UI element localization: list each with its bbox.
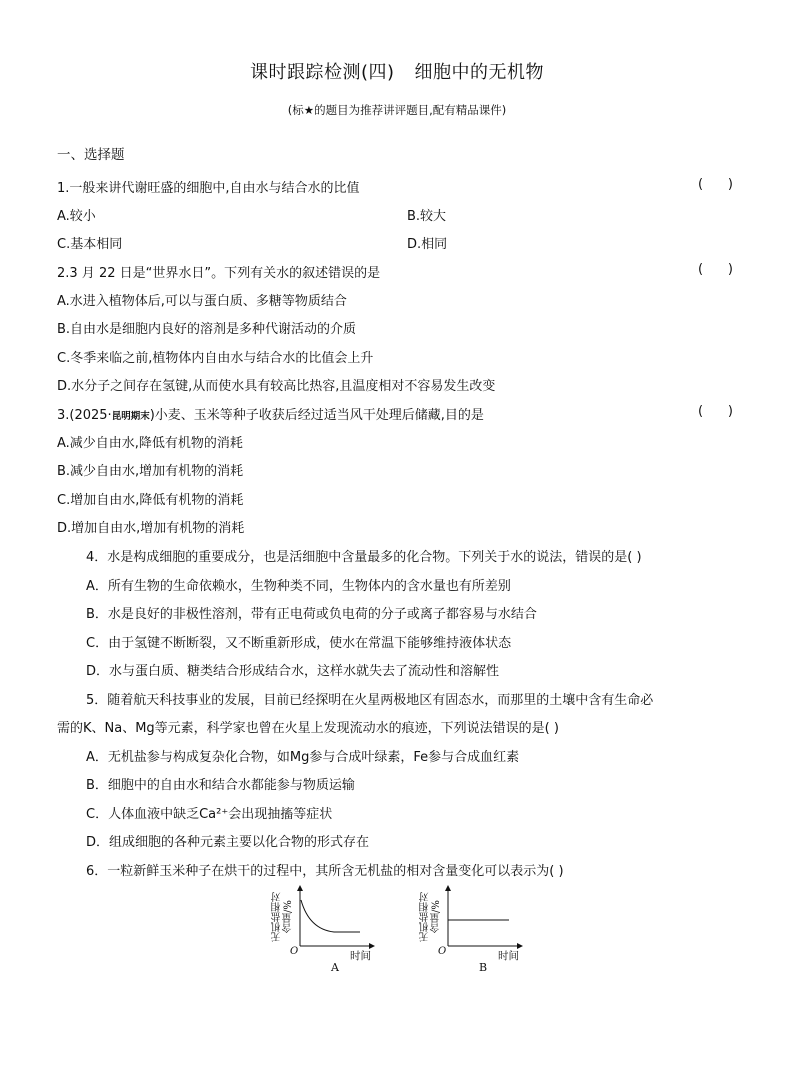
q3-option-b: B.减少自由水,增加有机物的消耗 xyxy=(57,464,244,479)
q2-option-c: C.冬季来临之前,植物体内自由水与结合水的比值会上升 xyxy=(57,351,374,366)
title-main: 课时跟踪检测(四) xyxy=(249,62,395,83)
q1-option-a: A.较小 xyxy=(57,209,96,224)
section-heading: 一、选择题 xyxy=(57,147,125,163)
graph-b-origin: O xyxy=(438,946,447,957)
graph-a-origin: O xyxy=(290,946,299,957)
q3-answer-paren: ( ) xyxy=(698,404,733,419)
graph-a-curve xyxy=(301,900,360,932)
q5-stem-line2: 需的K、Na、Mg等元素，科学家也曾在火星上发现流动水的痕迹，下列说法错误的是( ) xyxy=(57,721,559,736)
graph-b-ylabel: 无机盐相对含量/% xyxy=(420,892,442,942)
q4-option-a: A．所有生物的生命依赖水，生物种类不同，生物体内的含水量也有所差别 xyxy=(86,579,511,594)
q1-answer-paren: ( ) xyxy=(698,177,733,192)
graph-b-letter: B xyxy=(479,961,488,974)
q3-stem: 3.(2025·昆明期末)小麦、玉米等种子收获后经过适当风干处理后储藏,目的是 xyxy=(57,408,484,423)
q5-option-c: C．人体血液中缺乏Ca²⁺会出现抽搐等症状 xyxy=(86,807,333,822)
q2-option-b: B.自由水是细胞内良好的溶剂是多种代谢活动的介质 xyxy=(57,322,357,337)
q1-stem: 1.一般来讲代谢旺盛的细胞中,自由水与结合水的比值 xyxy=(57,181,360,196)
q2-option-d: D.水分子之间存在氢键,从而使水具有较高比热容,且温度相对不容易发生改变 xyxy=(57,379,496,394)
graph-a xyxy=(270,882,380,977)
q5-stem-line1: 5．随着航天科技事业的发展，目前已经探明在火星两极地区有固态水，而那里的土壤中含有生命必 xyxy=(86,693,654,708)
graph-a-plot xyxy=(270,882,380,954)
q6-stem: 6．一粒新鲜玉米种子在烘干的过程中，其所含无机盐的相对含量变化可以表示为( ) xyxy=(86,864,564,879)
q3-option-c: C.增加自由水,降低有机物的消耗 xyxy=(57,493,244,508)
q5-option-b: B．细胞中的自由水和结合水都能参与物质运输 xyxy=(86,778,355,793)
graph-a-letter: A xyxy=(331,961,339,974)
q1-option-d: D.相同 xyxy=(407,237,448,252)
q2-answer-paren: ( ) xyxy=(698,262,733,277)
q4-stem: 4．水是构成细胞的重要成分，也是活细胞中含量最多的化合物。下列关于水的说法，错误的是( ) xyxy=(86,550,642,565)
title-topic: 细胞中的无机物 xyxy=(414,62,545,83)
q4-option-d: D．水与蛋白质、糖类结合形成结合水，这样水就失去了流动性和溶解性 xyxy=(86,664,500,679)
graph-b xyxy=(418,882,528,977)
q2-stem: 2.3 月 22 日是“世界水日”。下列有关水的叙述错误的是 xyxy=(57,266,381,281)
graph-a-ylabel: 无机盐相对含量/% xyxy=(272,892,294,942)
q3-option-a: A.减少自由水,降低有机物的消耗 xyxy=(57,436,243,451)
q1-option-b: B.较大 xyxy=(407,209,447,224)
graph-a-xlabel: 时间 xyxy=(350,950,371,962)
graph-b-plot xyxy=(418,882,528,954)
q5-option-d: D．组成细胞的各种元素主要以化合物的形式存在 xyxy=(86,835,370,850)
page-subtitle: (标★的题目为推荐讲评题目,配有精品课件) xyxy=(287,103,507,117)
q4-option-b: B．水是良好的非极性溶剂，带有正电荷或负电荷的分子或离子都容易与水结合 xyxy=(86,607,537,622)
q5-option-a: A．无机盐参与构成复杂化合物，如Mg参与合成叶绿素，Fe参与合成血红素 xyxy=(86,750,520,765)
q3-option-d: D.增加自由水,增加有机物的消耗 xyxy=(57,521,245,536)
q2-option-a: A.水进入植物体后,可以与蛋白质、多糖等物质结合 xyxy=(57,294,347,309)
q1-option-c: C.基本相同 xyxy=(57,237,123,252)
q3-source: 昆明期末 xyxy=(111,411,150,422)
graph-b-xlabel: 时间 xyxy=(498,950,519,962)
q4-option-c: C．由于氢键不断断裂，又不断重新形成，使水在常温下能够维持液体状态 xyxy=(86,636,512,651)
page-title xyxy=(0,58,794,84)
